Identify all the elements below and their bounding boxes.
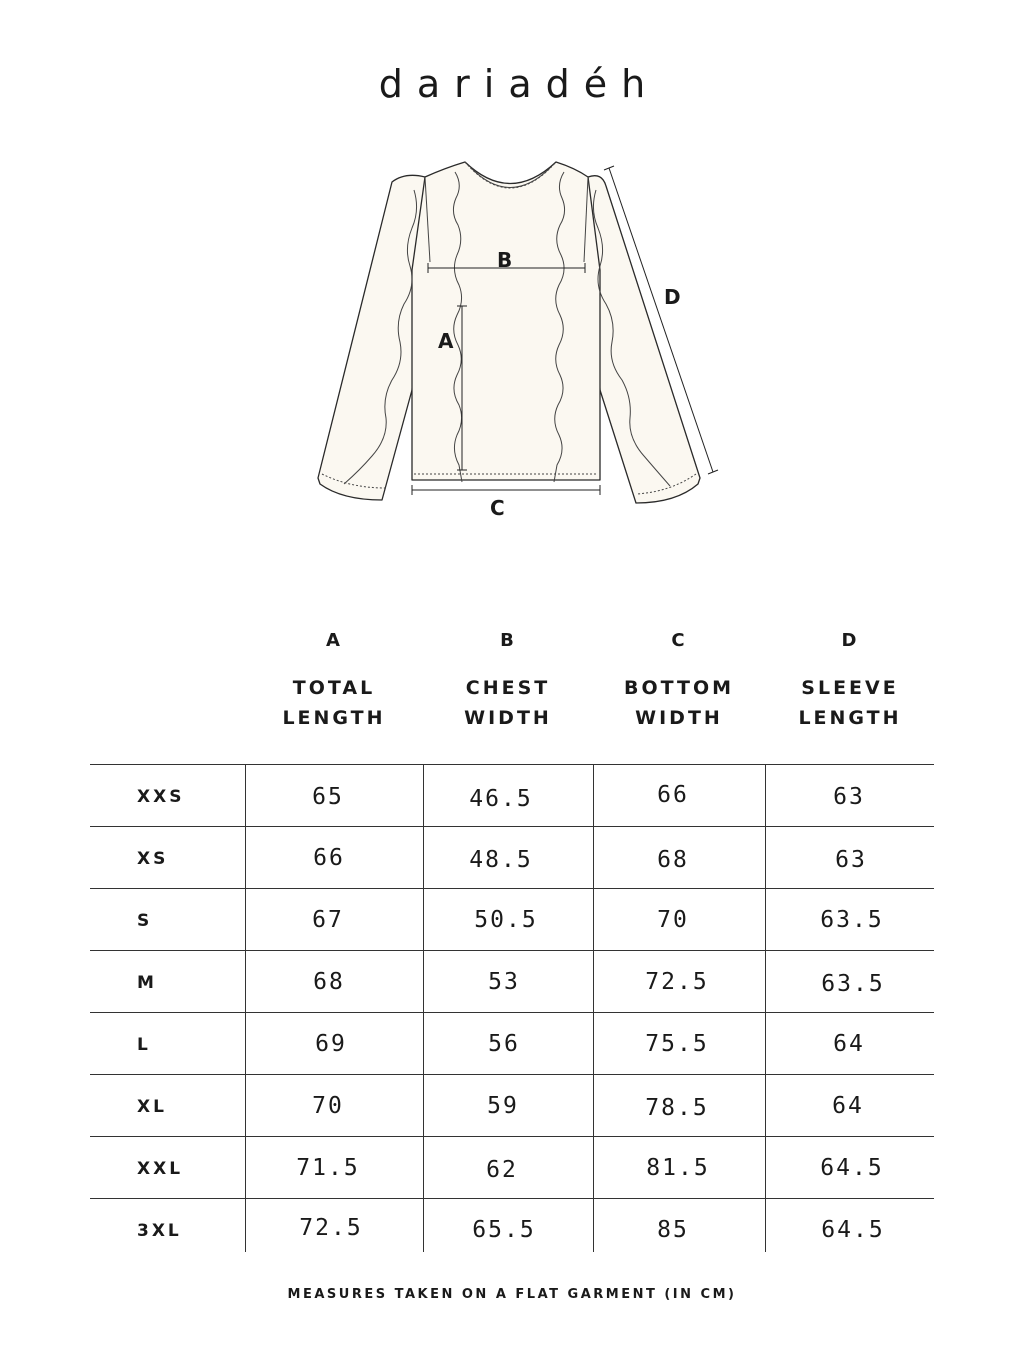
cell-total-length: 67: [312, 907, 344, 933]
cell-sleeve-length: 64: [833, 1031, 865, 1057]
column-letter: B: [500, 630, 516, 651]
garment-body: [412, 162, 600, 480]
cell-sleeve-length: 63.5: [820, 907, 884, 933]
size-label: M: [137, 973, 157, 993]
label-c: C: [490, 496, 505, 520]
column-name-line1: CHEST: [465, 677, 551, 699]
cell-chest-width: 65.5: [472, 1217, 536, 1243]
table-rule: [90, 1136, 934, 1137]
label-b: B: [497, 248, 513, 272]
cell-bottom-width: 72.5: [645, 969, 709, 995]
table-rule: [90, 888, 934, 889]
cell-total-length: 68: [313, 969, 345, 995]
cell-sleeve-length: 63: [835, 847, 867, 873]
cell-chest-width: 56: [488, 1031, 520, 1057]
column-name-line2: WIDTH: [635, 707, 723, 729]
cell-bottom-width: 81.5: [646, 1155, 710, 1181]
table-rule: [90, 950, 934, 951]
size-label: S: [137, 911, 153, 931]
size-label: L: [137, 1035, 151, 1055]
column-name-line2: WIDTH: [464, 707, 552, 729]
cell-bottom-width: 75.5: [645, 1031, 709, 1057]
cell-sleeve-length: 63: [833, 784, 865, 810]
table-rule: [90, 764, 934, 765]
garment-sketch: [0, 0, 1024, 560]
cell-chest-width: 62: [486, 1157, 518, 1183]
cell-bottom-width: 68: [657, 847, 689, 873]
cell-total-length: 70: [312, 1093, 344, 1119]
cell-total-length: 71.5: [296, 1155, 360, 1181]
cell-bottom-width: 78.5: [645, 1095, 709, 1121]
column-letter: D: [841, 630, 859, 651]
column-letter: C: [671, 630, 687, 651]
cell-sleeve-length: 63.5: [821, 971, 885, 997]
size-label: XL: [137, 1097, 167, 1117]
table-rule: [90, 826, 934, 827]
label-d: D: [664, 285, 681, 309]
right-sleeve: [588, 176, 700, 503]
cell-chest-width: 59: [487, 1093, 519, 1119]
cell-sleeve-length: 64.5: [820, 1155, 884, 1181]
cell-total-length: 66: [313, 845, 345, 871]
cell-chest-width: 48.5: [469, 847, 533, 873]
column-header-c: [594, 630, 764, 733]
label-a: A: [438, 329, 454, 353]
size-label: XXL: [137, 1159, 184, 1179]
cell-chest-width: 46.5: [469, 786, 533, 812]
column-name-line1: TOTAL: [292, 677, 376, 699]
cell-total-length: 69: [315, 1031, 347, 1057]
cell-sleeve-length: 64.5: [821, 1217, 885, 1243]
cell-bottom-width: 70: [657, 907, 689, 933]
table-rule: [90, 1198, 934, 1199]
size-label: XXS: [137, 787, 185, 807]
cell-total-length: 72.5: [299, 1215, 363, 1241]
cell-sleeve-length: 64: [832, 1093, 864, 1119]
column-header-d: [765, 630, 935, 733]
cell-bottom-width: 66: [657, 782, 689, 808]
column-name-line1: SLEEVE: [801, 677, 899, 699]
column-header-a: [249, 630, 419, 733]
cell-chest-width: 53: [488, 969, 520, 995]
size-label: 3XL: [137, 1221, 182, 1241]
garment-diagram: [0, 0, 1024, 560]
brand-logo: dariadéh: [378, 62, 660, 106]
size-label: XS: [137, 849, 169, 869]
table-rule: [90, 1074, 934, 1075]
cell-total-length: 65: [312, 784, 344, 810]
cell-bottom-width: 85: [657, 1217, 689, 1243]
column-letter: A: [326, 630, 342, 651]
column-name-line2: LENGTH: [798, 707, 902, 729]
column-name-line2: LENGTH: [282, 707, 386, 729]
footnote: MEASURES TAKEN ON A FLAT GARMENT (IN CM): [287, 1287, 737, 1302]
cell-chest-width: 50.5: [474, 907, 538, 933]
table-rule: [90, 1012, 934, 1013]
column-header-b: [423, 630, 593, 733]
left-sleeve: [318, 175, 425, 500]
column-name-line1: BOTTOM: [623, 677, 735, 699]
